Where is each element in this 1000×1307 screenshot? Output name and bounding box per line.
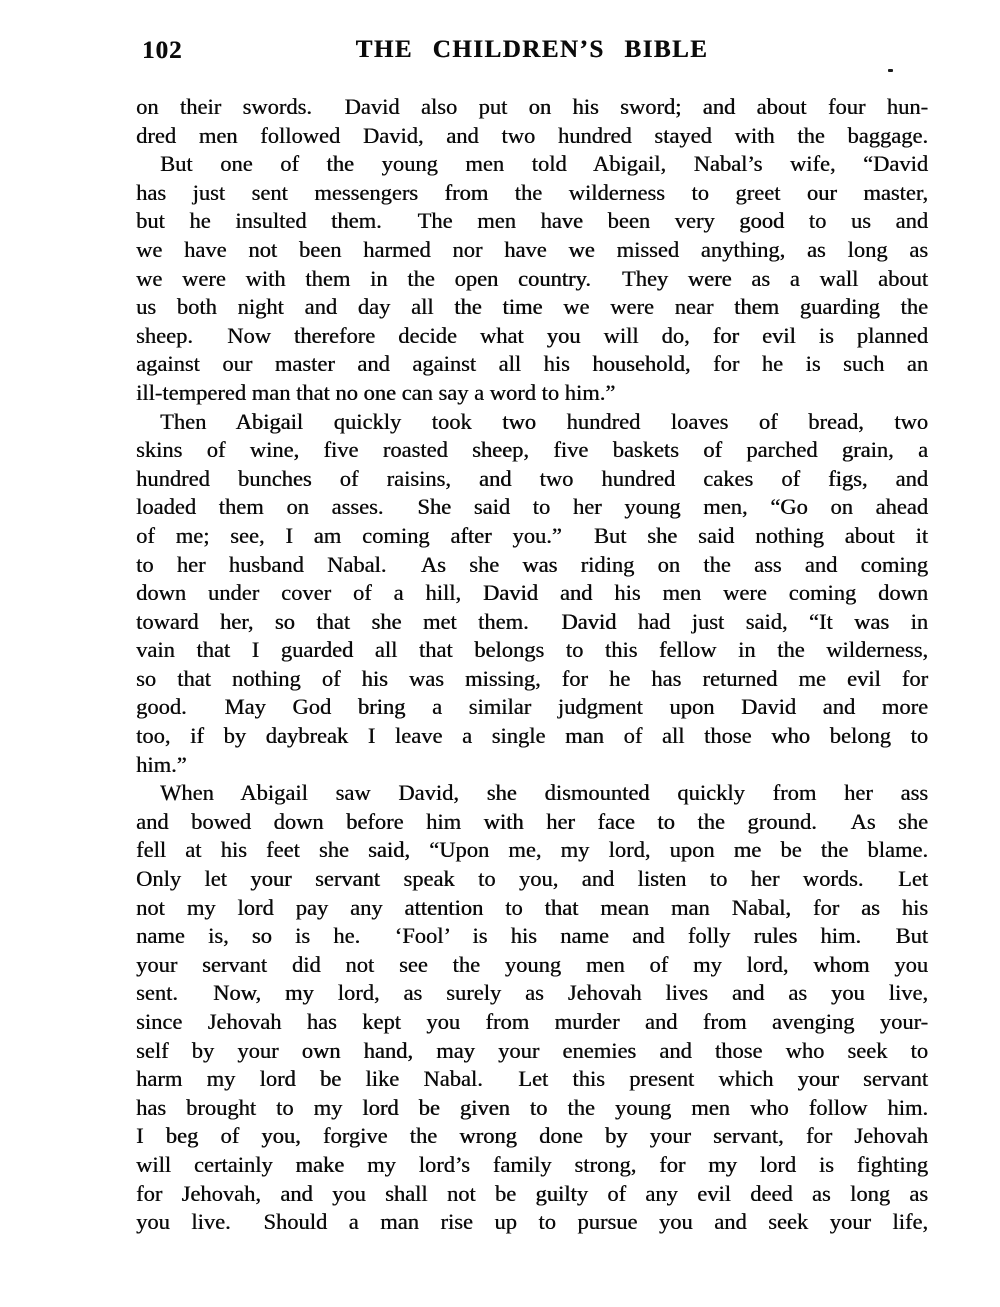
paragraph: [136, 408, 928, 780]
text-line: of me; see, I am coming after you.” But she said nothing about it: [136, 522, 928, 548]
text-line: has just sent messengers from the wilderness to greet our master,: [136, 179, 928, 205]
page-body: [136, 93, 928, 1237]
text-line: so that nothing of his was missing, for he has returned me evil for: [136, 665, 928, 691]
text-line: you live. Should a man rise up to pursue you and seek your life,: [136, 1209, 928, 1235]
text-line: hundred bunches of raisins, and two hundred cakes of figs, and: [136, 465, 928, 491]
text-line: against our master and against all his household, for he is such an: [136, 351, 928, 377]
text-line: down under cover of a hill, David and his men were coming down: [136, 580, 928, 606]
text-line: on their swords. David also put on his sword; and about four hun-: [136, 94, 928, 119]
text-line: When Abigail saw David, she dismounted quickly from her ass: [160, 780, 928, 806]
text-line: good. May God bring a similar judgment upon David and more: [136, 694, 928, 720]
text-line: sent. Now, my lord, as surely as Jehovah lives and as you live,: [136, 980, 928, 1006]
running-title: THE CHILDREN’S BIBLE: [355, 36, 709, 63]
text-line: not my lord pay any attention to that mean man Nabal, for as his: [136, 894, 928, 920]
paragraph: [136, 779, 928, 1237]
text-line: harm my lord be like Nabal. Let this present which your servant: [136, 1066, 928, 1092]
text-line: But one of the young men told Abigail, Nabal’s wife, “David: [160, 151, 928, 177]
text-line: for Jehovah, and you shall not be guilty of any evil deed as long as: [136, 1180, 928, 1206]
text-line: dred men followed David, and two hundred stayed with the baggage.: [136, 122, 928, 148]
text-line: Then Abigail quickly took two hundred loaves of bread, two: [160, 408, 928, 434]
text-line: fell at his feet she said, “Upon me, my lord, upon me be the blame.: [136, 837, 928, 863]
text-line: we have not been harmed nor have we missed anything, as long as: [136, 236, 928, 262]
paragraph: [136, 93, 928, 150]
page-number: 102: [142, 37, 183, 64]
text-line: to her husband Nabal. As she was riding on the ass and coming: [136, 551, 928, 577]
paragraph: [136, 150, 928, 407]
text-line: toward her, so that she met them. David had just said, “It was in: [136, 608, 928, 634]
text-line: and bowed down before him with her face to the ground. As she: [136, 808, 928, 834]
text-line: but he insulted them. The men have been very good to us and: [136, 208, 928, 234]
text-line: self by your own hand, may your enemies and those who seek to: [136, 1037, 928, 1063]
text-line: ill-tempered man that no one can say a word to him.”: [136, 379, 616, 405]
text-line: sheep. Now therefore decide what you will do, for evil is planned: [136, 322, 928, 348]
book-page: [136, 36, 928, 1237]
text-line: vain that I guarded all that belongs to this fellow in the wilderness,: [136, 637, 928, 663]
text-line: has brought to my lord be given to the young men who follow him.: [136, 1094, 928, 1120]
text-line: him.”: [136, 751, 187, 777]
text-line: us both night and day all the time we were near them guarding the: [136, 294, 928, 320]
text-line: too, if by daybreak I leave a single man of all those who belong to: [136, 723, 928, 749]
text-line: Only let your servant speak to you, and listen to her words. Let: [136, 866, 928, 892]
text-line: loaded them on asses. She said to her young men, “Go on ahead: [136, 494, 928, 520]
text-line: will certainly make my lord’s family strong, for my lord is fighting: [136, 1151, 928, 1177]
page-header: [136, 36, 928, 66]
text-line: since Jehovah has kept you from murder and from avenging your-: [136, 1009, 928, 1034]
text-line: I beg of you, forgive the wrong done by your servant, for Jehovah: [136, 1123, 928, 1149]
text-line: skins of wine, five roasted sheep, five baskets of parched grain, a: [136, 437, 928, 463]
text-line: your servant did not see the young men of my lord, whom you: [136, 951, 928, 977]
text-line: we were with them in the open country. They were as a wall about: [136, 265, 928, 291]
text-line: name is, so is he. ‘Fool’ is his name and folly rules him. But: [136, 923, 928, 949]
